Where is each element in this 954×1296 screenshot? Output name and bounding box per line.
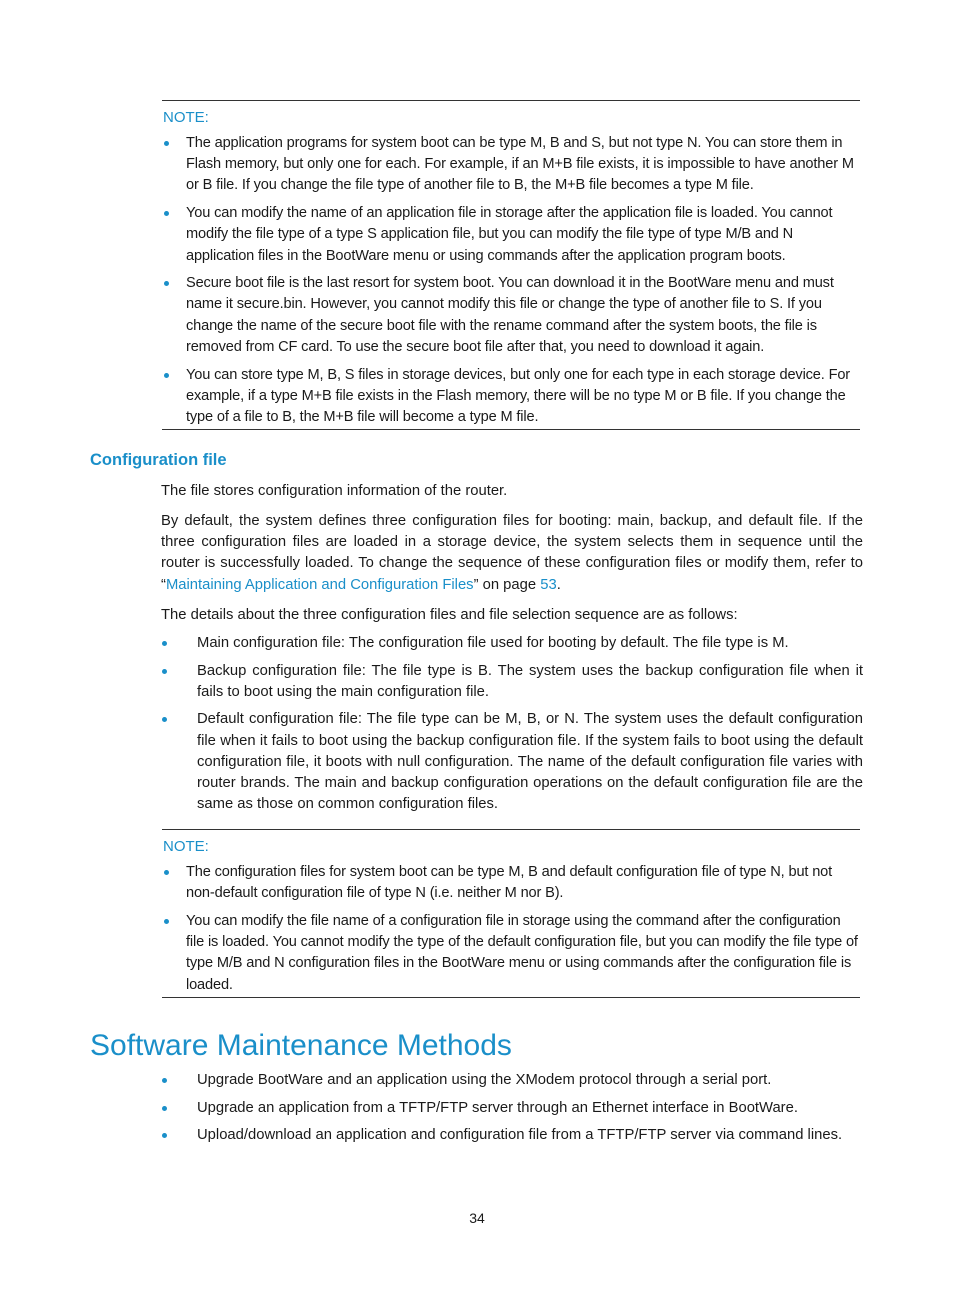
note-list [162, 862, 860, 996]
list-item: Secure boot file is the last resort for system boot. You can download it in the BootWare menu and must name it secure.bin. However, you cannot modify this file or change the type of another file to S. If you change the name of the secure boot file with the rename command after the system boots, the file is removed from CF card. To use the secure boot file after that, you need to download it again. [162, 273, 860, 358]
list-item: Upgrade BootWare and an application using the XModem protocol through a serial port. [161, 1070, 863, 1091]
list-item: Default configuration file: The file type can be M, B, or N. The system uses the default configuration file when it fails to boot using the backup configuration file. If the system fails to boot using the default configuration file, it boots with null configuration. The name of the default configuration file varies with router brands. The main and backup configuration operations on the default configuration file are the same as those on common configuration files. [161, 709, 863, 815]
maintenance-list [161, 1070, 863, 1153]
list-item: Upgrade an application from a TFTP/FTP server through an Ethernet interface in BootWare. [161, 1098, 863, 1119]
paragraph [161, 511, 863, 596]
paragraph: The file stores configuration information of the router. [161, 483, 508, 499]
list-item: The application programs for system boot can be type M, B and S, but not type N. You can store them in Flash memory, but only one for each. For example, if an M+B file exists, it is impossible to have another M or B file. If you change the file type of another file to B, the M+B file becomes a type M file. [162, 133, 860, 197]
chapter-heading: Software Maintenance Methods [90, 1029, 512, 1062]
page-reference-link[interactable]: 53 [540, 576, 557, 593]
config-file-list [161, 633, 863, 822]
note-box-1 [162, 100, 860, 430]
page-number: 34 [469, 1210, 485, 1226]
list-item: Main configuration file: The configuration file used for booting by default. The file type is M. [161, 633, 863, 654]
list-item: You can modify the name of an application file in storage after the application file is loaded. You cannot modify the file type of a type S application file, but you can modify the file type of type M/B and N application files in the BootWare menu or using commands after the application program boots. [162, 203, 860, 267]
note-list [162, 133, 860, 428]
list-item: You can store type M, B, S files in storage devices, but only one for each type in each storage device. For example, if a type M+B file exists in the Flash memory, there will be no type M or B file. If you change the type of a file to B, the M+B file will become a type M file. [162, 365, 860, 429]
paragraph: The details about the three configuration files and file selection sequence are as follows: [161, 607, 738, 623]
list-item: Backup configuration file: The file type is B. The system uses the backup configuration file when it fails to boot using the main configuration file. [161, 661, 863, 703]
section-heading: Configuration file [90, 451, 227, 469]
list-item: You can modify the file name of a configuration file in storage using the command after the configuration file is loaded. You cannot modify the type of the default configuration file, but you can modify the file type of type M/B and N configuration files in the BootWare menu or using commands after the configuration file is loaded. [162, 911, 860, 996]
cross-reference-link[interactable]: Maintaining Application and Configuration Files [165, 576, 474, 593]
paragraph-text: . [556, 576, 561, 593]
paragraph-text: By default, the system defines three configuration files for booting: main, backup, and default file. If the three configuration files are loaded in a storage device, the system selects them in sequence until the router is successfully loaded. To change the sequence of these configuration files or modify them, refer to “ [161, 513, 863, 593]
list-item: Upload/download an application and configuration file from a TFTP/FTP server via command lines. [161, 1125, 863, 1146]
note-label: NOTE: [163, 838, 209, 855]
note-label: NOTE: [163, 109, 209, 126]
paragraph-text: ” on page [473, 576, 541, 593]
list-item: The configuration files for system boot can be type M, B and default configuration file of type N, but not non-default configuration file of type N (i.e. neither M nor B). [162, 862, 860, 904]
note-box-2 [162, 829, 860, 998]
